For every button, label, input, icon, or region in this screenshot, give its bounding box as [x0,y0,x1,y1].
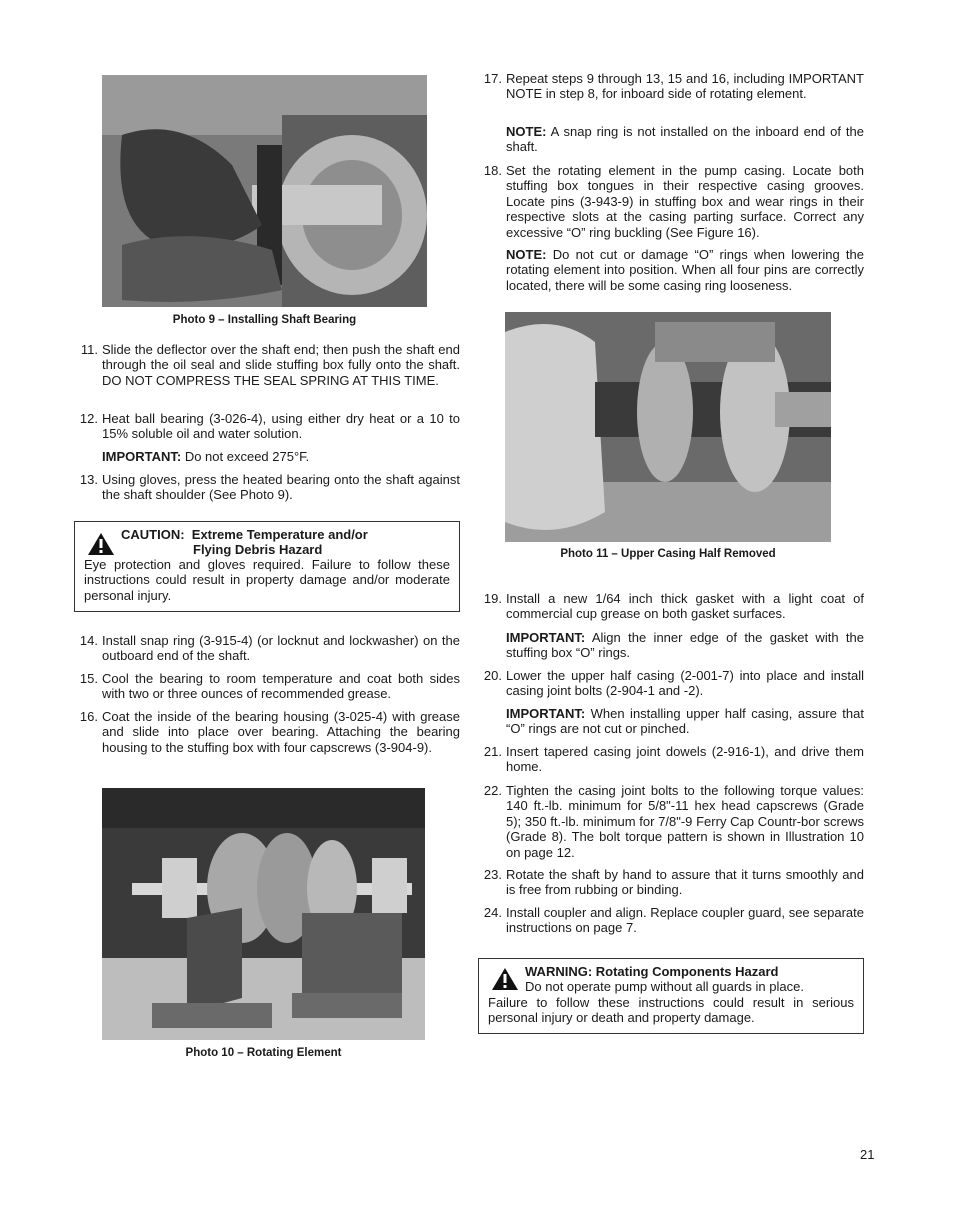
step-number: 18. [483,163,502,178]
step-17 [478,71,864,117]
step-number: 11. [80,342,98,357]
step-24 [478,905,864,936]
step-20-important-note [506,706,864,737]
note-text: Align the inner edge of the gasket with the stuffing box “O” rings. [506,630,864,661]
step-19-important-note [506,630,864,661]
step-text: Install a new 1/64 inch thick gasket with a light coat of commercial cup grease on both gasket surfaces. [506,591,864,622]
photo-10-caption: Photo 10 – Rotating Element [185,1047,342,1059]
warning-triangle-icon [491,967,519,991]
step-22 [478,783,864,860]
caution-title-line2: Flying Debris Hazard [193,542,323,557]
photo-10-image [102,788,425,1040]
step-number: 24. [483,905,502,920]
step-11 [74,342,460,404]
step-number: 21. [483,744,502,759]
step-number: 20. [483,668,502,683]
step-number: 17. [483,71,502,86]
step-text: Repeat steps 9 through 13, 15 and 16, including IMPORTANT NOTE in step 8, for inboard side of rotating element. [506,71,864,102]
step-text: Insert tapered casing joint dowels (2-916-1), and drive them home. [506,744,864,775]
step-12-important-note [102,449,460,464]
step-text: Slide the deflector over the shaft end; then push the shaft end through the oil seal and slide stuffing box fully onto the shaft. DO NOT COMPRESS THE SEAL SPRING AT THIS TIME. [102,342,460,388]
step-19 [478,591,864,622]
note-label: IMPORTANT: [102,449,182,464]
warning-body-rest: Failure to follow these instructions could result in serious personal injury or death and property damage. [488,995,854,1026]
note-label: IMPORTANT: [506,706,586,721]
photo-9-image [102,75,427,307]
step-text: Using gloves, press the heated bearing onto the shaft against the shaft shoulder (See Photo 9). [102,472,460,503]
note-label: NOTE: [506,247,547,262]
warning-title: WARNING: Rotating Components Hazard [525,964,779,979]
step-text: Cool the bearing to room temperature and coat both sides with two or three ounces of recommended grease. [102,671,460,702]
note-text: Do not cut or damage “O” rings when lowering the rotating element into position. When all four pins are correctly located, there will be some casing ring looseness. [506,247,864,293]
step-number: 16. [79,709,98,724]
photo-11-upper-casing-half-removed [505,312,831,542]
step-14 [74,633,460,664]
step-21 [478,744,864,775]
step-text: Tighten the casing joint bolts to the following torque values: 140 ft.-lb. minimum for 5/8"-11 hex head capscrews (Grade 5); 350 ft.-lb. minimum for 7/8"-9 Ferry Cap Countr-bor screws (Grade 8). The bolt torque pattern is shown in Illustration 10 on page 12. [506,783,864,860]
step-13 [74,472,460,503]
note-label: NOTE: [506,124,547,139]
caution-title-line1: CAUTION: Extreme Temperature and/or [121,527,368,542]
step-text: Install snap ring (3-915-4) (or locknut and lockwasher) on the outboard end of the shaft. [102,633,460,664]
step-text: Heat ball bearing (3-026-4), using either dry heat or a 10 to 15% soluble oil and water solution. [102,411,460,442]
photo-9-installing-shaft-bearing [102,75,427,307]
caution-box [74,521,460,612]
photo-11-image [505,312,831,542]
note-text: Do not exceed 275°F. [181,449,310,464]
step-number: 15. [79,671,98,686]
step-18 [478,163,864,240]
photo-11-caption: Photo 11 – Upper Casing Half Removed [560,548,776,560]
note-label: IMPORTANT: [506,630,586,645]
warning-box [478,958,864,1034]
photo-9-caption: Photo 9 – Installing Shaft Bearing [172,314,357,326]
step-18-note [506,247,864,293]
step-20 [478,668,864,699]
step-16 [74,709,460,771]
step-number: 14. [79,633,98,648]
step-number: 13. [79,472,98,487]
step-text: Lower the upper half casing (2-001-7) into place and install casing joint bolts (2-904-1 and -2). [506,668,864,699]
note-text: A snap ring is not installed on the inboard end of the shaft. [506,124,864,155]
step-text: Set the rotating element in the pump casing. Locate both stuffing box tongues in their respective casing grooves. Locate pins (3-943-9) in stuffing box and wear rings in their respective slots at the casing parting surface. Correct any excessive “O” ring buckling (See Figure 16). [506,163,864,240]
step-15 [74,671,460,702]
step-text: Rotate the shaft by hand to assure that it turns smoothly and is free from rubbing or binding. [506,867,864,898]
step-12 [74,411,460,442]
step-text: Coat the inside of the bearing housing (3-025-4) with grease and slide into place over bearing. Attaching the bearing housing to the stuffing box with four capscrews (3-904-9). [102,709,460,755]
warning-body-line1: Do not operate pump without all guards in place. [525,979,804,994]
step-number: 19. [483,591,502,606]
page-number: 21 [860,1147,875,1162]
caution-body: Eye protection and gloves required. Failure to follow these instructions could result in property damage and/or moderate personal injury. [84,557,450,603]
step-text: Install coupler and align. Replace coupler guard, see separate instructions on page 7. [506,905,864,936]
warning-triangle-icon [87,532,115,556]
step-23 [478,867,864,898]
photo-10-rotating-element [102,788,425,1040]
step-number: 23. [483,867,502,882]
note-text: When installing upper half casing, assure that “O” rings are not cut or pinched. [506,706,864,737]
step-17-note [506,124,864,155]
step-number: 22. [483,783,502,798]
step-number: 12. [79,411,98,426]
